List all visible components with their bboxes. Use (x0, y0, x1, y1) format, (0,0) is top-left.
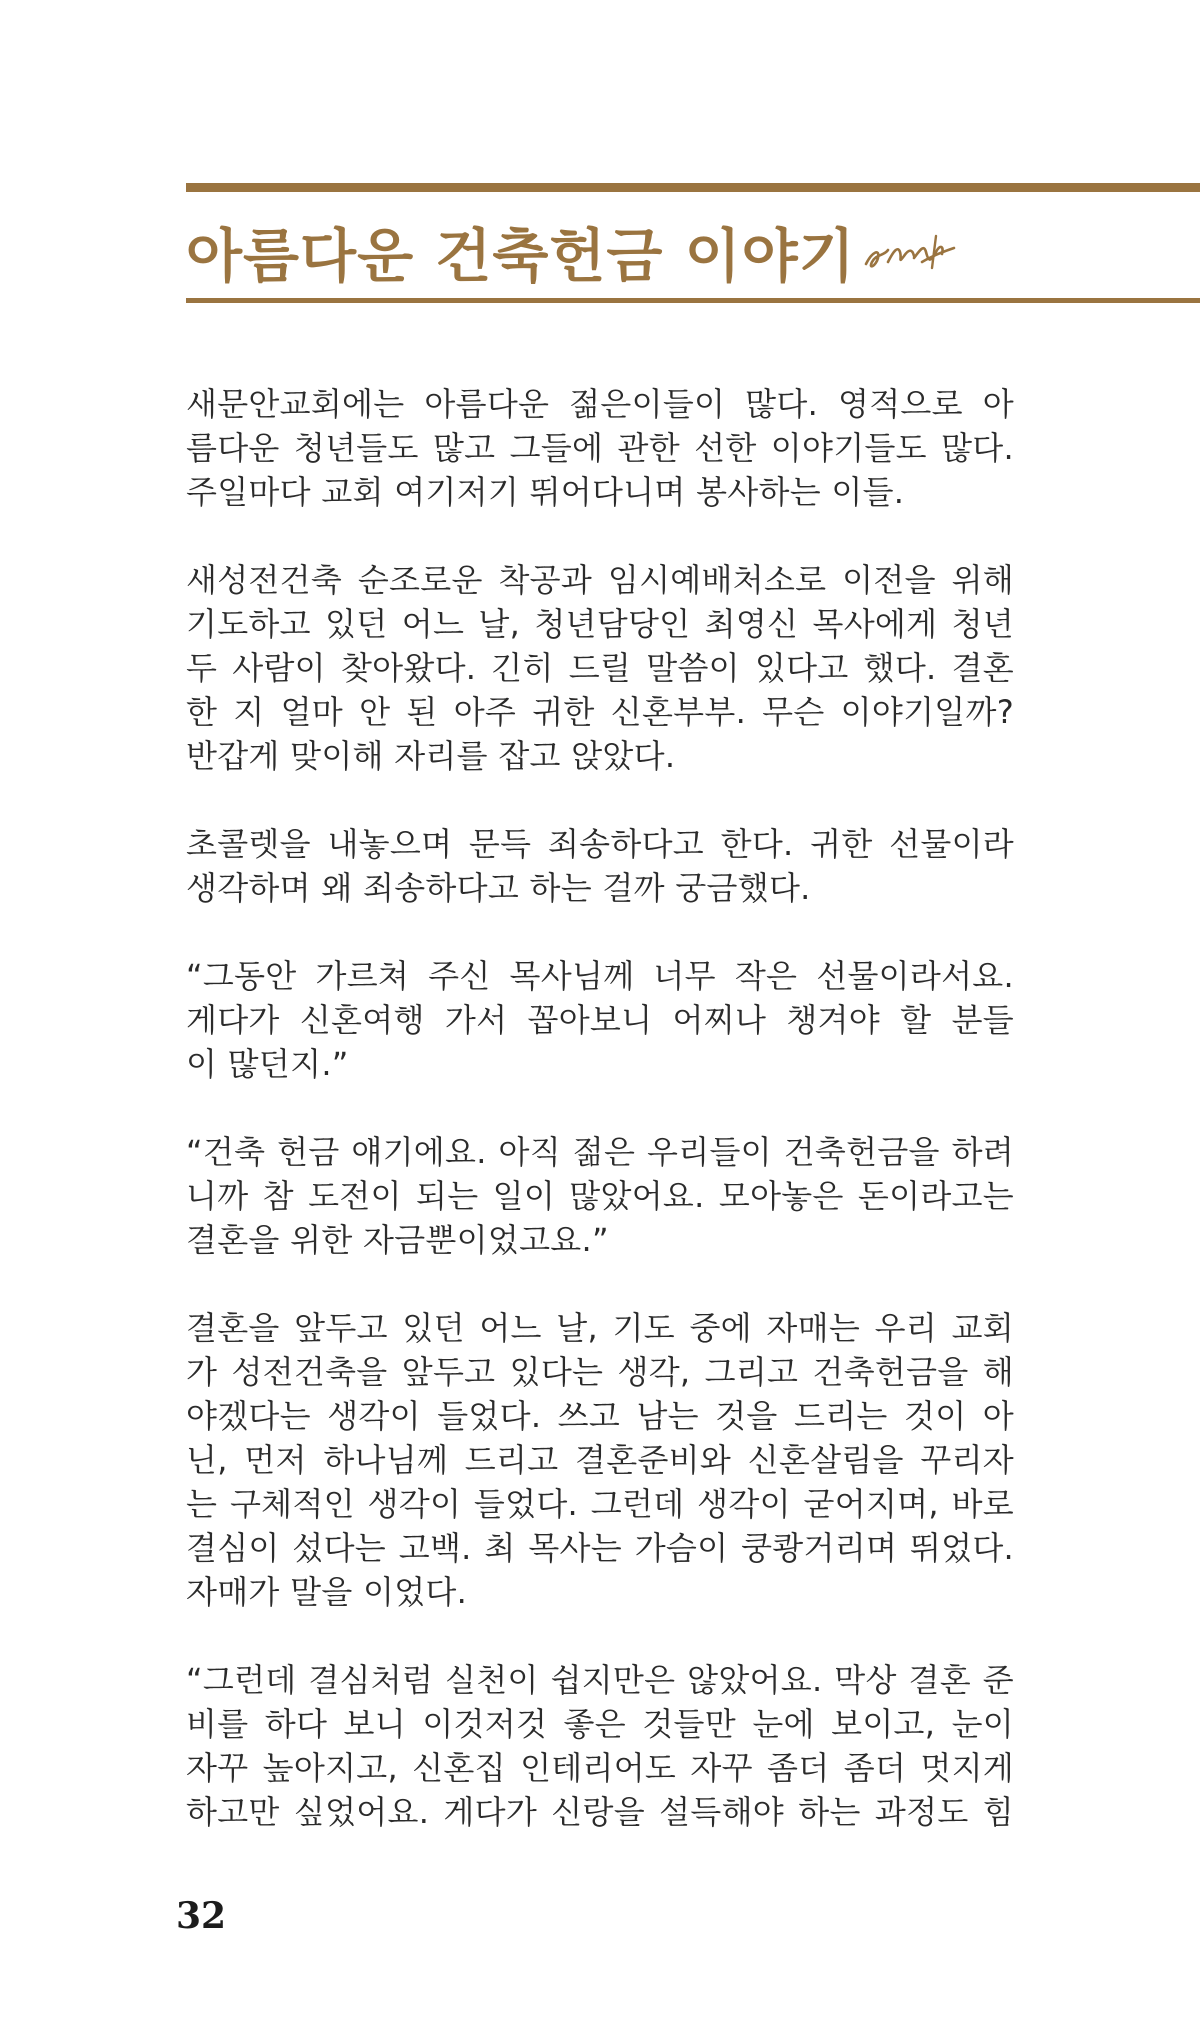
text-line: 가 성전건축을 앞두고 있다는 생각, 그리고 건축헌금을 해 (186, 1353, 1014, 1391)
paragraph (186, 382, 1014, 514)
text-line: 두 사람이 찾아왔다. 긴히 드릴 말씀이 있다고 했다. 결혼 (186, 649, 1014, 687)
text-line: 니까 참 도전이 되는 일이 많았어요. 모아놓은 돈이라고는 (186, 1177, 1014, 1215)
text-line: “그런데 결심처럼 실천이 쉽지만은 않았어요. 막상 결혼 준 (186, 1661, 1014, 1699)
text-line: 게다가 신혼여행 가서 꼽아보니 어찌나 챙겨야 할 분들 (186, 1001, 1014, 1039)
text-line: “건축 헌금 얘기에요. 아직 젊은 우리들이 건축헌금을 하려 (186, 1133, 1014, 1171)
paragraph (186, 954, 1014, 1086)
text-line: 결혼을 위한 자금뿐이었고요.” (186, 1221, 609, 1259)
text-line: 생각하며 왜 죄송하다고 하는 걸까 궁금했다. (186, 869, 811, 907)
paragraph (186, 558, 1014, 778)
header-rule-top (186, 183, 1200, 192)
signature-icon (858, 222, 958, 282)
text-line: 야겠다는 생각이 들었다. 쓰고 남는 것을 드리는 것이 아 (186, 1397, 1014, 1435)
text-line: 는 구체적인 생각이 들었다. 그런데 생각이 굳어지며, 바로 (186, 1485, 1014, 1523)
text-line: 하고만 싶었어요. 게다가 신랑을 설득해야 하는 과정도 힘 (186, 1793, 1014, 1831)
header-rule-bottom (186, 298, 1200, 303)
page-number: 32 (176, 1895, 227, 1937)
text-line: “그동안 가르쳐 주신 목사님께 너무 작은 선물이라서요. (186, 957, 1014, 995)
text-line: 결심이 섰다는 고백. 최 목사는 가슴이 쿵쾅거리며 뛰었다. (186, 1529, 1014, 1567)
text-line: 자매가 말을 이었다. (186, 1573, 468, 1611)
text-line: 자꾸 높아지고, 신혼집 인테리어도 자꾸 좀더 좀더 멋지게 (186, 1749, 1014, 1787)
text-line: 주일마다 교회 여기저기 뛰어다니며 봉사하는 이들. (186, 473, 905, 511)
paragraph (186, 1658, 1014, 1834)
text-line: 새문안교회에는 아름다운 젊은이들이 많다. 영적으로 아 (186, 385, 1014, 423)
paragraph (186, 1130, 1014, 1262)
article-body (186, 382, 1014, 1878)
paragraph (186, 1306, 1014, 1614)
text-line: 비를 하다 보니 이것저것 좋은 것들만 눈에 보이고, 눈이 (186, 1705, 1014, 1743)
page-title: 아름다운 건축헌금 이야기 (186, 222, 856, 290)
text-line: 기도하고 있던 어느 날, 청년담당인 최영신 목사에게 청년 (186, 605, 1014, 643)
text-line: 결혼을 앞두고 있던 어느 날, 기도 중에 자매는 우리 교회 (186, 1309, 1014, 1347)
text-line: 새성전건축 순조로운 착공과 임시예배처소로 이전을 위해 (186, 561, 1014, 599)
text-line: 닌, 먼저 하나님께 드리고 결혼준비와 신혼살림을 꾸리자 (186, 1441, 1014, 1479)
paragraph (186, 822, 1014, 910)
text-line: 반갑게 맞이해 자리를 잡고 앉았다. (186, 737, 676, 775)
text-line: 름다운 청년들도 많고 그들에 관한 선한 이야기들도 많다. (186, 429, 1014, 467)
text-line: 이 많던지.” (186, 1045, 349, 1083)
text-line: 초콜렛을 내놓으며 문득 죄송하다고 한다. 귀한 선물이라 (186, 825, 1014, 863)
text-line: 한 지 얼마 안 된 아주 귀한 신혼부부. 무슨 이야기일까? (186, 693, 1014, 731)
